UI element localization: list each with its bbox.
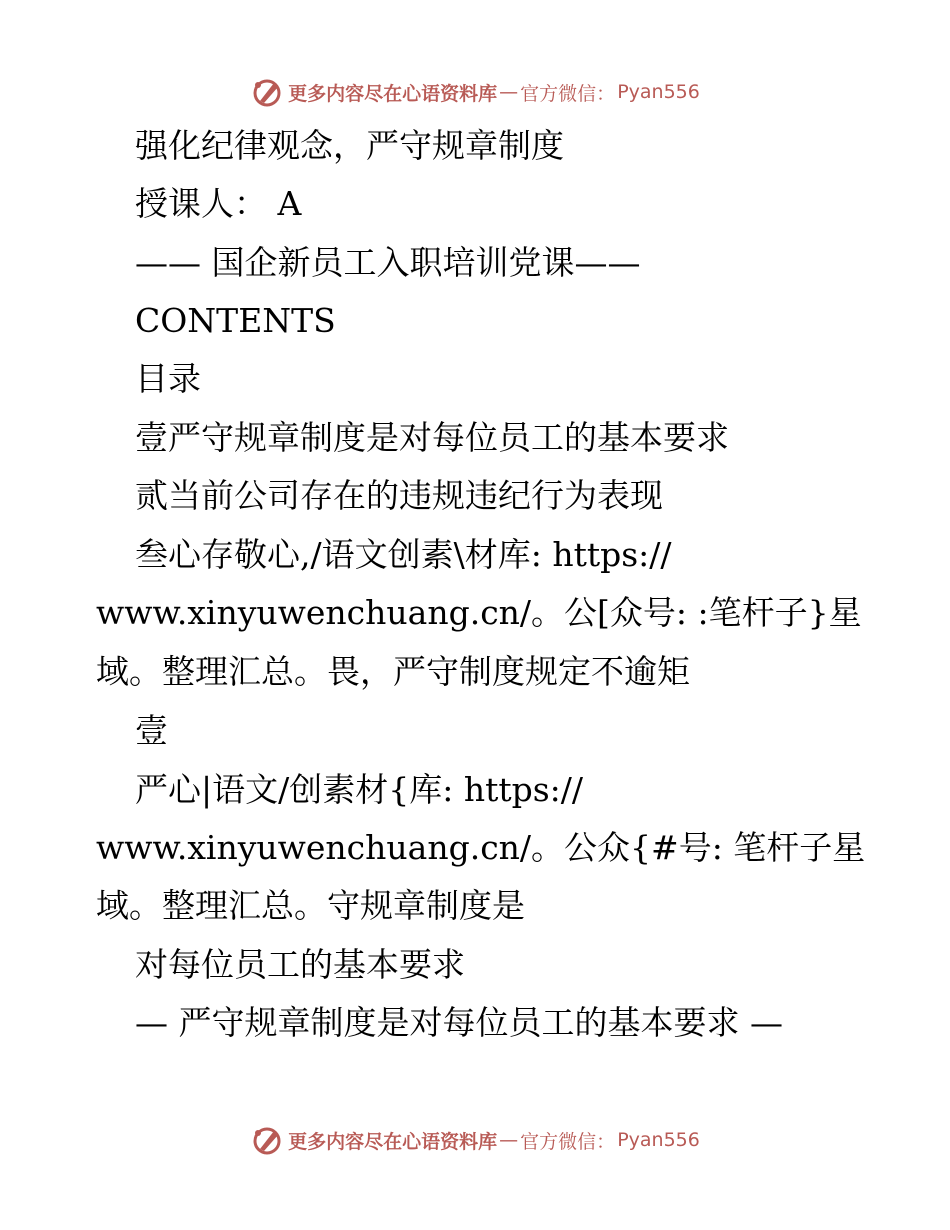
doc-toc-item-3: 叁心存敬心,/语文创素\材库: https://	[135, 535, 672, 574]
watermark-text: 更多内容尽在心语资料库	[288, 82, 498, 105]
doc-section-number: 壹	[135, 711, 168, 750]
doc-paragraph-line: 严心|语文/创素材{库: https://	[135, 770, 584, 809]
pen-nib-logo-icon	[250, 1123, 284, 1157]
header-watermark	[0, 72, 950, 112]
watermark-id: Pyan556	[617, 81, 700, 103]
watermark-id: Pyan556	[617, 1129, 700, 1151]
doc-toc-item-1: 壹严守规章制度是对每位员工的基本要求	[135, 418, 729, 457]
watermark-text: 更多内容尽在心语资料库	[288, 1130, 498, 1153]
doc-section-title: 对每位员工的基本要求	[135, 945, 465, 984]
pen-nib-logo-icon	[250, 75, 284, 109]
watermark-separator: —	[499, 81, 519, 103]
doc-section-banner: — 严守规章制度是对每位员工的基本要求 —	[135, 1003, 783, 1042]
doc-toc-item-2: 贰当前公司存在的违规违纪行为表现	[135, 476, 663, 515]
doc-paragraph-line: 域。整理汇总。畏，严守制度规定不逾矩	[96, 652, 690, 691]
watermark-label: 官方微信：	[520, 82, 616, 105]
doc-paragraph-line: 域。整理汇总。守规章制度是	[96, 886, 525, 925]
doc-paragraph-line: www.xinyuwenchuang.cn/。公众{#号: 笔杆子星	[96, 828, 866, 867]
doc-lecturer: 授课人： A	[135, 184, 302, 223]
doc-toc-heading: 目录	[135, 359, 201, 398]
watermark-label: 官方微信：	[520, 1130, 616, 1153]
watermark-separator: —	[499, 1129, 519, 1151]
doc-subtitle: —— 国企新员工入职培训党课——	[135, 243, 641, 282]
doc-paragraph-line: www.xinyuwenchuang.cn/。公[众号: :笔杆子}星	[96, 593, 862, 632]
doc-contents-heading: CONTENTS	[135, 301, 336, 340]
doc-title: 强化纪律观念，严守规章制度	[135, 126, 564, 165]
footer-watermark	[0, 1120, 950, 1160]
